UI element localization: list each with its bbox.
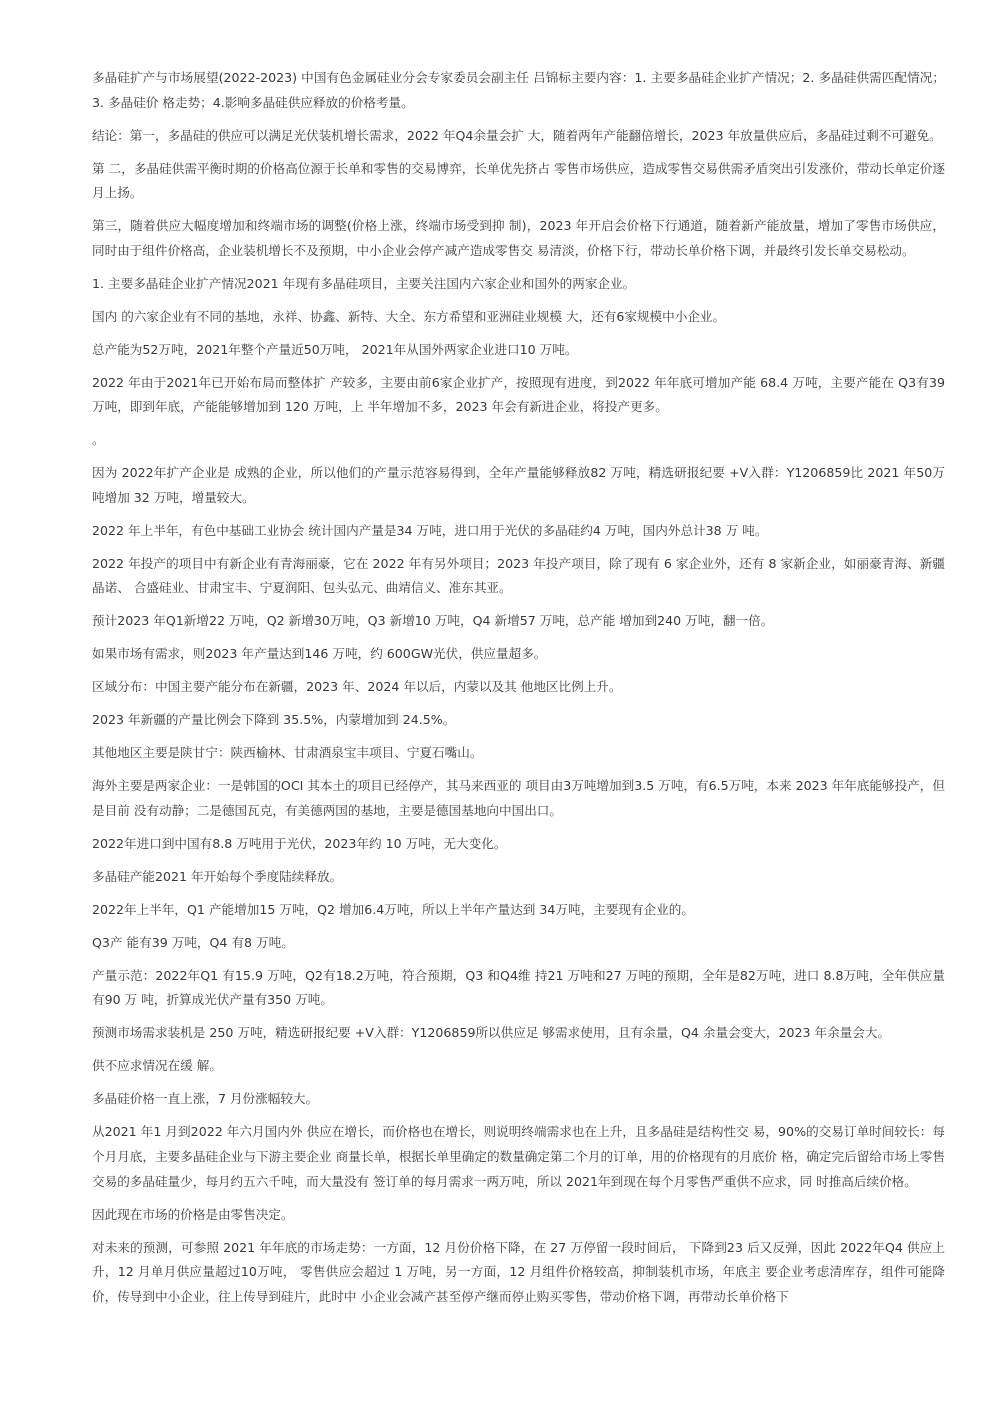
paragraph-h1-capacity: 2022年上半年，Q1 产能增加15 万吨，Q2 增加6.4万吨，所以上半年产量达到 34万吨，主要现有企业的。 — [92, 901, 694, 917]
doc-title-summary: 多晶硅扩产与市场展望(2022-2023) 中国有色金属硅业分会专家委员会副主任 吕锦标主要内容：1. 主要多晶硅企业扩产情况；2. 多晶硅供需匹配情况；3. 多晶硅价 格走势；4.影响多晶硅供应释放的价格考量。 — [92, 70, 945, 110]
paragraph-other-regions: 其他地区主要是陕甘宁：陕西榆林、甘肃酒泉宝丰项目、宁夏石嘴山。 — [92, 745, 483, 761]
paragraph-domestic-companies: 国内 的六家企业有不同的基地，永祥、协鑫、新特、大全、东方希望和亚洲硅业规模 大，还有6家规模中小企业。 — [92, 308, 726, 324]
paragraph-demand-forecast: 预测市场需求装机是 250 万吨，精选研报纪要 +V入群：Y1206859所以供应足 够需求使用，且有余量，Q4 余量会变大，2023 年余量会大。 — [92, 1025, 891, 1041]
paragraph-imports: 2022年进口到中国有8.8 万吨用于光伏，2023年约 10 万吨，无大变化。 — [92, 835, 507, 851]
paragraph-2023-forecast: 预计2023 年Q1新增22 万吨，Q2 新增30万吨，Q3 新增10 万吨，Q4 新增57 万吨，总产能 增加到240 万吨，翻一倍。 — [92, 613, 774, 629]
paragraph-2022-output: 因为 2022年扩产企业是 成熟的企业，所以他们的产量示范容易得到，全年产量能够释放82 万吨，精选研报纪要 +V入群：Y1206859比 2021 年50万吨增加 32 万吨，增量较大。 — [92, 465, 945, 505]
conclusion-third: 第三，随着供应大幅度增加和终端市场的调整(价格上涨，终端市场受到抑 制)，2023 年开启会价格下行通道，随着新产能放量，增加了零售市场供应， 同时由于组件价格高，企业装机增长不及预期，中小企业会停产减产造成零售交 易清淡，价格下行，带动长单价格下调，并最终引发长单交易松动。 — [92, 218, 945, 258]
paragraph-market-demand: 如果市场有需求，则2023 年产量达到146 万吨，约 600GW光伏，供应量超多。 — [92, 646, 547, 662]
paragraph-overseas: 海外主要是两家企业：一是韩国的OCI 其本土的项目已经停产，其马来西亚的 项目由3万吨增加到3.5 万吨，有6.5万吨，本来 2023 年年底能够投产，但是目前 没有动静；二是德国瓦克，有美德两国的基地，主要是德国基地向中国出口。 — [92, 778, 945, 818]
paragraph-regional-distribution: 区域分布：中国主要产能分布在新疆，2023 年、2024 年以后，内蒙以及其 他地区比例上升。 — [92, 679, 622, 695]
conclusion-second: 第 二，多晶硅供需平衡时期的价格高位源于长单和零售的交易博弈，长单优先挤占 零售市场供应，造成零售交易供需矛盾突出引发涨价，带动长单定价逐月上扬。 — [92, 160, 945, 201]
paragraph-output-demo: 产量示范：2022年Q1 有15.9 万吨，Q2有18.2万吨，符合预期，Q3 和Q4维 持21 万吨和27 万吨的预期，全年是82万吨，进口 8.8万吨，全年供应量有90 万 吨，折算成光伏产量有350 万吨。 — [92, 967, 945, 1008]
section-1-heading: 1. 主要多晶硅企业扩产情况2021 年现有多晶硅项目，主要关注国内六家企业和国外的两家企业。 — [92, 275, 636, 291]
conclusion-first: 结论：第一，多晶硅的供应可以满足光伏装机增长需求，2022 年Q4余量会扩 大，随着两年产能翻倍增长，2023 年放量供应后，多晶硅过剩不可避免。 — [92, 127, 942, 143]
paragraph-retail-pricing: 因此现在市场的价格是由零售决定。 — [92, 1206, 294, 1222]
paragraph-future-forecast: 对未来的预测，可参照 2021 年年底的市场走势：一方面，12 月份价格下降，在 27 万停留一段时间后， 下降到23 后又反弹，因此 2022年Q4 供应上升，12 月单月供应量超过10万吨， 零售供应会超过 1 万吨，另一方面，12 月组件价格较高，抑制装机市场，年底主 要企业考虑清库存，组件可能降价，传导到中小企业，往上传导到硅片，此时中 小企业会减产甚至停产继而停止购买零售，带动价格下调，再带动长单价格下 — [92, 1239, 945, 1304]
paragraph-h1-2022: 2022 年上半年，有色中基础工业协会 统计国内产量是34 万吨，进口用于光伏的多晶硅约4 万吨，国内外总计38 万 吨。 — [92, 522, 768, 538]
paragraph-2022-expansion: 2022 年由于2021年已开始布局而整体扩 产较多，主要由前6家企业扩产，按照现有进度，到2022 年年底可增加产能 68.4 万吨，主要产能在 Q3有39 万吨，即到年底，产能能够增加到 120 万吨，上 半年增加不多，2023 年会有新进企业，将投产更多。 — [92, 374, 945, 415]
paragraph-q3-q4-capacity: Q3产 能有39 万吨，Q4 有8 万吨。 — [92, 934, 294, 950]
paragraph-total-capacity: 总产能为52万吨，2021年整个产量近50万吨， 2021年从国外两家企业进口10 万吨。 — [92, 341, 578, 357]
paragraph-quarterly-release: 多晶硅产能2021 年开始每个季度陆续释放。 — [92, 868, 343, 884]
paragraph-price-rise: 多晶硅价格一直上涨，7 月份涨幅较大。 — [92, 1091, 319, 1107]
paragraph-period: 。 — [92, 432, 105, 448]
paragraph-xinjiang-share: 2023 年新疆的产量比例会下降到 35.5%，内蒙增加到 24.5%。 — [92, 712, 456, 728]
paragraph-easing: 供不应求情况在缓 解。 — [92, 1058, 222, 1074]
document-page — [92, 66, 945, 1318]
paragraph-new-projects: 2022 年投产的项目中有新企业有青海丽豪，它在 2022 年有另外项目；2023 年投产项目，除了现有 6 家企业外，还有 8 家新企业，如丽豪青海、新疆晶诺、 合盛硅业、甘肃宝丰、宁夏润阳、包头弘元、曲靖信义、准东其亚。 — [92, 555, 945, 596]
paragraph-trade-structure: 从2021 年1 月到2022 年六月国内外 供应在增长，而价格也在增长，则说明终端需求也在上升，且多晶硅是结构性交 易，90%的交易订单时间较长：每个月月底，主要多晶硅企业与下游主要企业 商量长单，根据长单里确定的数量确定第二个月的订单，用的价格现有的月底价 格，确定完后留给市场上零售交易的多晶硅量少，每月约五六千吨，而大量没有 签订单的每月需求一两万吨，所以 2021年到现在每个月零售严重供不应求，同 时推高后续价格。 — [92, 1124, 945, 1189]
